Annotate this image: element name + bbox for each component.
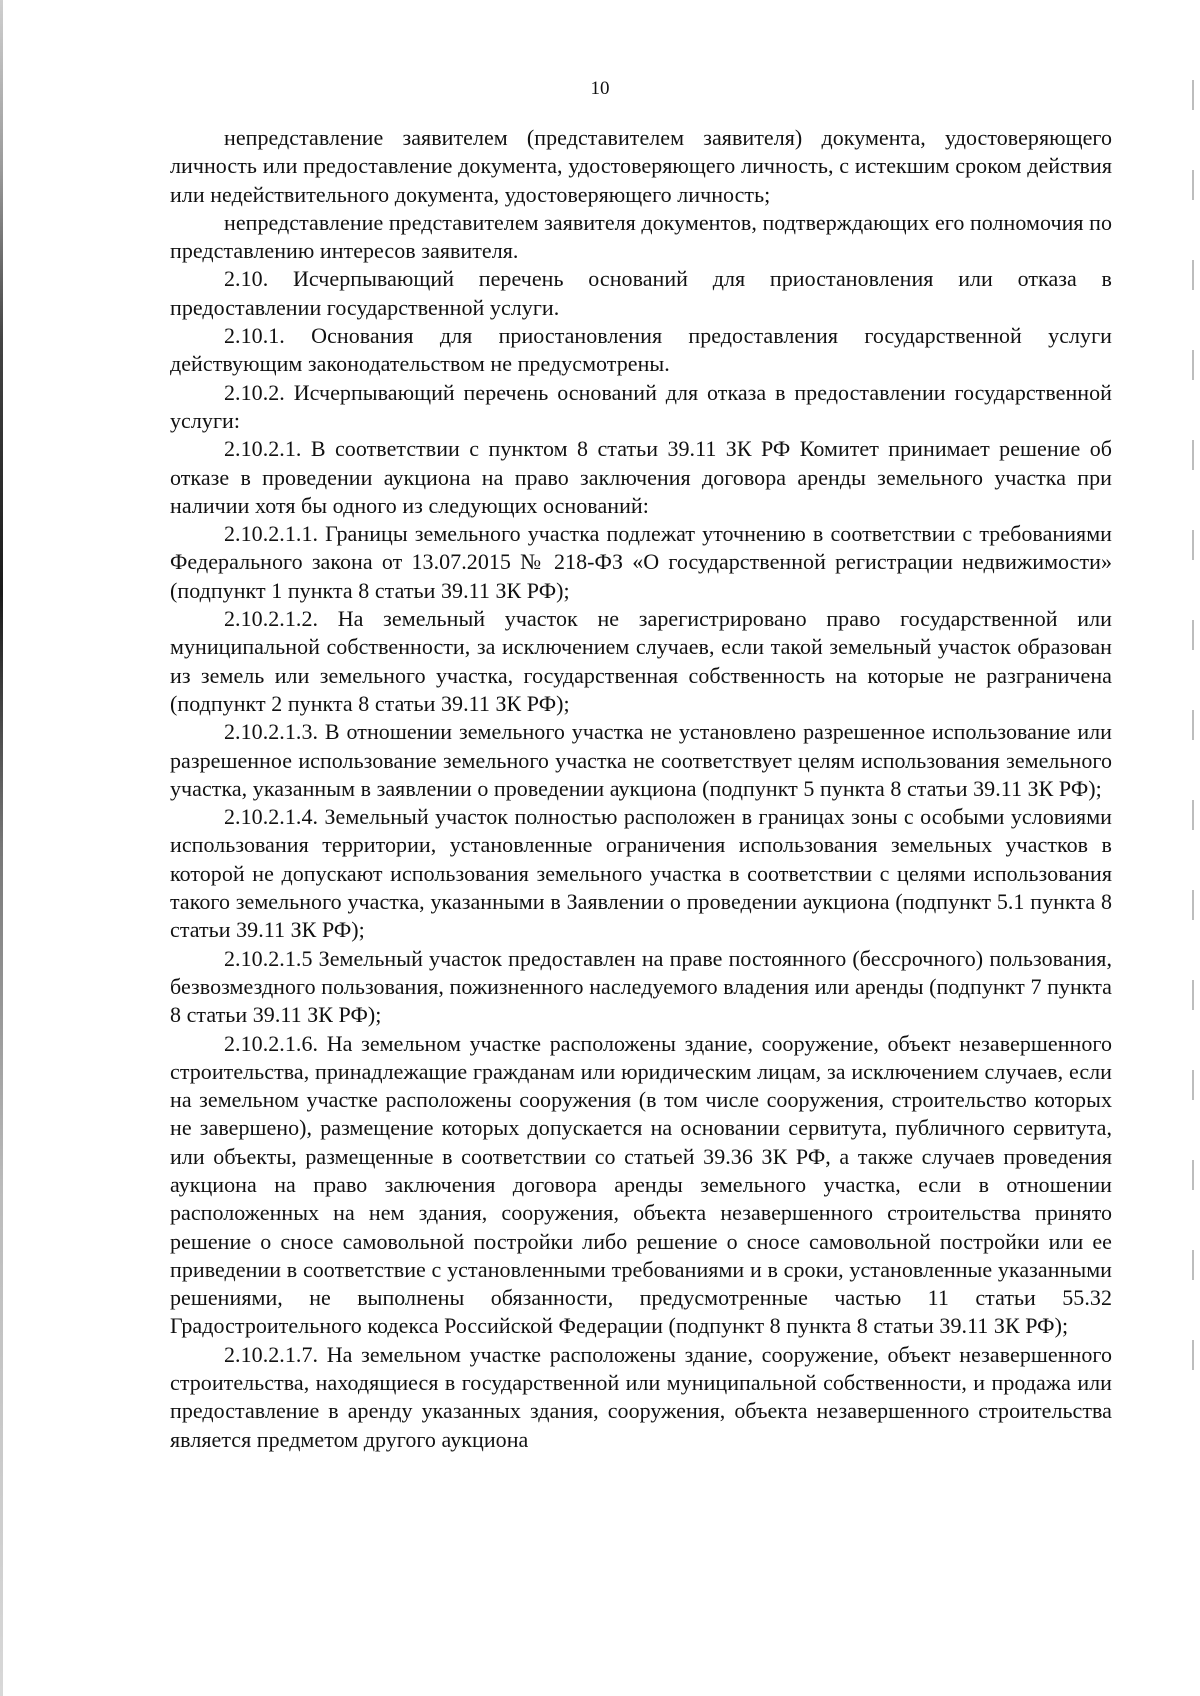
paragraph: 2.10.2. Исчерпывающий перечень оснований для отказа в предоставлении государственной услуги: [170,379,1112,433]
paragraph: 2.10.2.1.5 Земельный участок предоставлен на праве постоянного (бессрочного) пользования, безвозмездного пользования, пожизненного наследуемого владения или аренды (подпункт 7 пункта 8 статьи 39.11 ЗК РФ); [170,945,1112,1028]
paragraph: 2.10.2.1.4. Земельный участок полностью расположен в границах зоны с особыми условиями использования территории, установленные ограничения использования земельных участков в которой не допускают использования земельного участка в соответствии с целями использования такого земельного участка, указанными в Заявлении о проведении аукциона (подпункт 5.1 пункта 8 статьи 39.11 ЗК РФ); [170,804,1112,943]
paragraph: 2.10.2.1. В соответствии с пунктом 8 статьи 39.11 ЗК РФ Комитет принимает решение об отказе в проведении аукциона на право заключения договора аренды земельного участка при наличии хотя бы одного из следующих оснований: [170,436,1112,518]
paragraph: 2.10.2.1.2. На земельный участок не зарегистрировано право государственной или муниципальной собственности, за исключением случаев, если такой земельный участок образован из земель или земельного участка, государственная собственность на которые не разграничена (подпункт 2 пункта 8 статьи 39.11 ЗК РФ); [170,606,1112,716]
paragraph: непредставление заявителем (представителем заявителя) документа, удостоверяющего личность или предоставление документа, удостоверяющего личность, с истекшим сроком действия или недействительного документа, удостоверяющего личность; [170,125,1112,207]
paragraph: 2.10. Исчерпывающий перечень оснований для приостановления или отказа в предоставлении государственной услуги. [170,266,1112,320]
paragraph: 2.10.2.1.6. На земельном участке расположены здание, сооружение, объект незавершенного строительства, принадлежащие гражданам или юридическим лицам, за исключением случаев, если на земельном участке расположены сооружения (в том числе сооружения, строительство которых не завершено), размещение которых допускается на основании сервитута, публичного сервитута, или объекты, размещенные в соответствии со статьей 39.36 ЗК РФ, а также случаев проведения аукциона на право заключения договора аренды земельного участка, если в отношении расположенных на нем здания, сооружения, объекта незавершенного строительства принято решение о сносе самовольной постройки либо решение о сносе самовольной постройки или ее приведении в соответствие с установленными требованиями и в сроки, установленные указанными решениями, не выполнены обязанности, предусмотренные частью 11 статьи 55.32 Градостроительного кодекса Российской Федерации (подпункт 8 пункта 8 статьи 39.11 ЗК РФ); [170,1030,1112,1339]
paragraph: 2.10.2.1.7. На земельном участке расположены здание, сооружение, объект незавершенного строительства, находящиеся в государственной или муниципальной собственности, и продажа или предоставление в аренду указанных здания, сооружения, объекта незавершенного строительства является предметом другого аукциона [170,1341,1112,1452]
scan-edge-left [0,0,3,1696]
scan-edge-right [1192,80,1194,1410]
paragraph: 2.10.2.1.1. Границы земельного участка подлежат уточнению в соответствии с требованиями Федерального закона от 13.07.2015 № 218-ФЗ «О государственной регистрации недвижимости» (подпункт 1 пункта 8 статьи 39.11 ЗК РФ); [170,521,1112,603]
document-body [170,124,1112,1454]
paragraph: непредставление представителем заявителя документов, подтверждающих его полномочия по представлению интересов заявителя. [170,209,1112,264]
paragraph: 2.10.2.1.3. В отношении земельного участка не установлено разрешенное использование или разрешенное использование земельного участка не соответствует целям использования земельного участка, указанным в заявлении о проведении аукциона (подпункт 5 пункта 8 статьи 39.11 ЗК РФ); [170,719,1112,801]
page-number: 10 [590,78,610,99]
paragraph: 2.10.1. Основания для приостановления предоставления государственной услуги действующим законодательством не предусмотрены. [170,323,1112,377]
